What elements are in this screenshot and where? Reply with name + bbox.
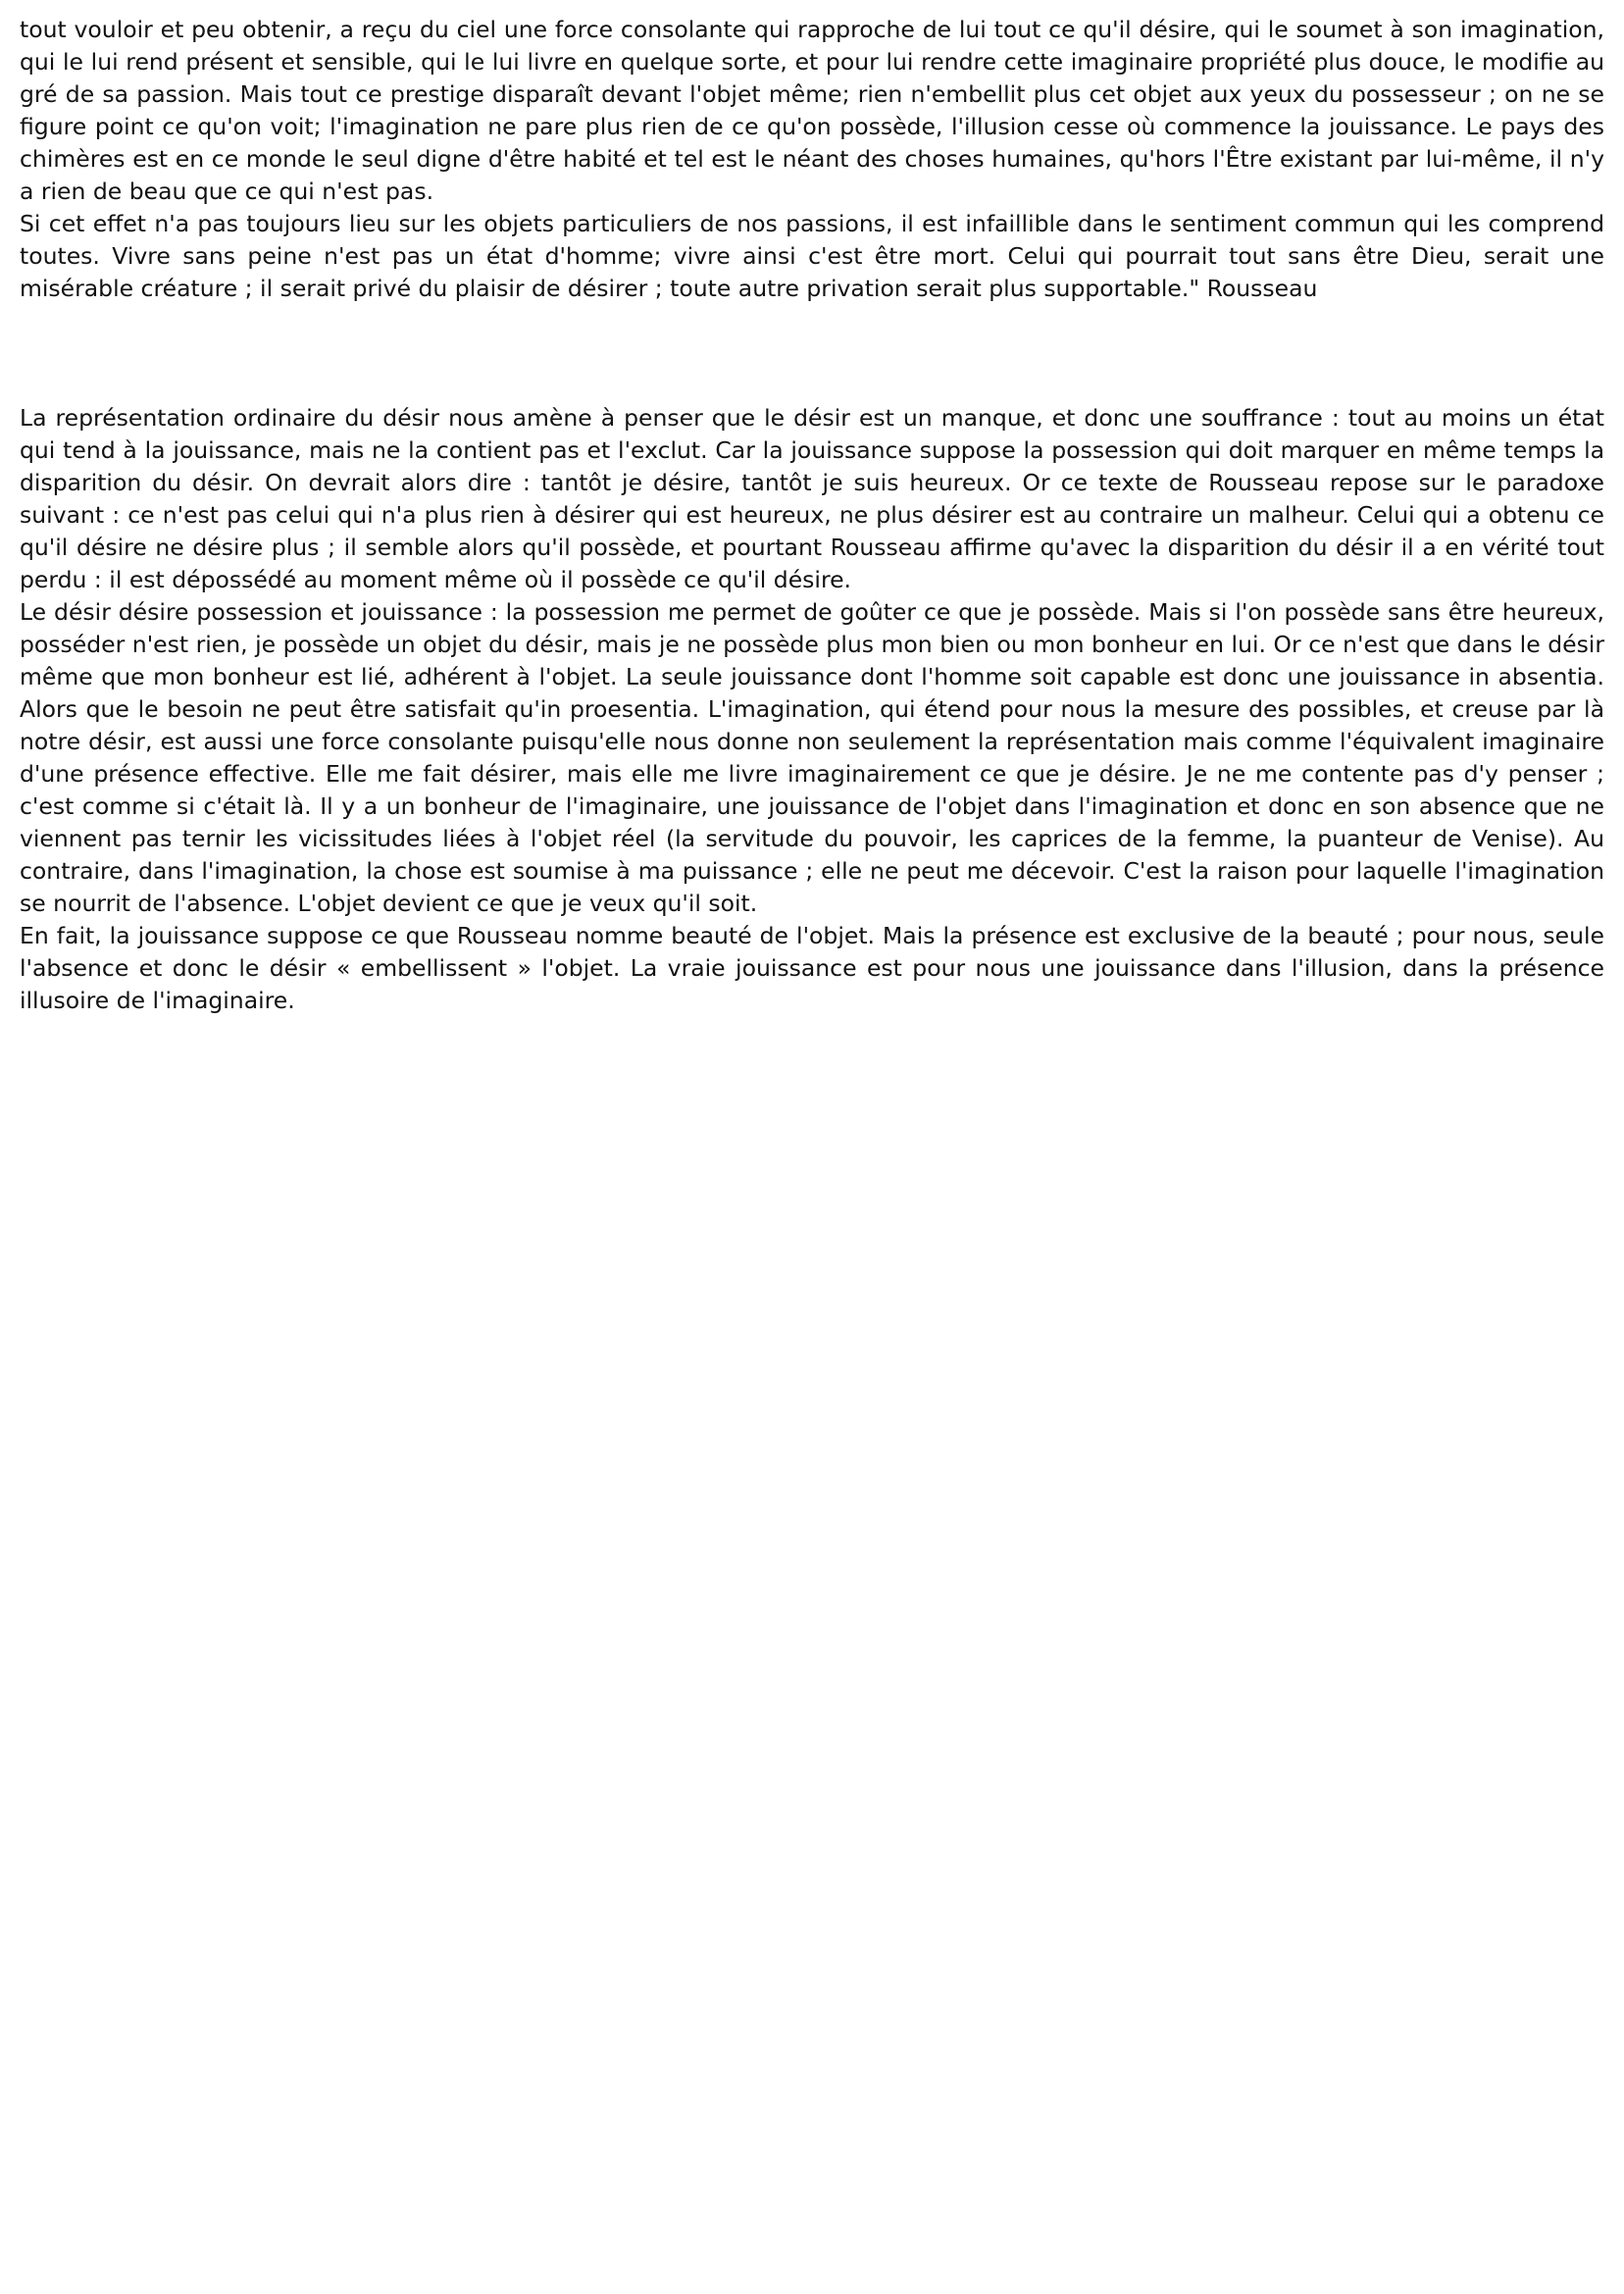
section-spacer	[20, 305, 1604, 402]
commentary-paragraph-2: Le désir désire possession et jouissance : la possession me permet de goûter ce que je possède. Mais si l'on possède sans être heureux, posséder n'est rien, je possède un objet du désir, mais je ne possède plus mon bien ou mon bonheur en lui. Or ce n'est que dans le désir même que mon bonheur est lié, adhérent à l'objet. La seule jouissance dont l'homme soit capable est donc une jouissance in absentia. Alors que le besoin ne peut être satisfait qu'in proesentia. L'imagination, qui étend pour nous la mesure des possibles, et creuse par là notre désir, est aussi une force consolante puisqu'elle nous donne non seulement la représentation mais comme l'équivalent imaginaire d'une présence effective. Elle me fait désirer, mais elle me livre imaginairement ce que je désire. Je ne me contente pas d'y penser ; c'est comme si c'était là. Il y a un bonheur de l'imaginaire, une jouissance de l'objet dans l'imagination et donc en son absence que ne viennent pas ternir les vicissitudes liées à l'objet réel (la servitude du pouvoir, les caprices de la femme, la puanteur de Venise). Au contraire, dans l'imagination, la chose est soumise à ma puissance ; elle ne peut me décevoir. C'est la raison pour laquelle l'imagination se nourrit de l'absence. L'objet devient ce que je veux qu'il soit.	[20, 598, 1604, 917]
quote-paragraph-1: tout vouloir et peu obtenir, a reçu du ciel une force consolante qui rapproche de lui tout ce qu'il désire, qui le soumet à son imagination, qui le lui rend présent et sensible, qui le lui livre en quelque sorte, et pour lui rendre cette imaginaire propriété plus douce, le modifie au gré de sa passion. Mais tout ce prestige disparaît devant l'objet même; rien n'embellit plus cet objet aux yeux du possesseur ; on ne se figure point ce qu'on voit; l'imagination ne pare plus rien de ce qu'on possède, l'illusion cesse où commence la jouissance. Le pays des chimères est en ce monde le seul digne d'être habité et tel est le néant des choses humaines, qu'hors l'Être existant par lui-même, il n'y a rien de beau que ce qui n'est pas.	[20, 16, 1604, 205]
quote-paragraph-2: Si cet effet n'a pas toujours lieu sur les objets particuliers de nos passions, il est infaillible dans le sentiment commun qui les comprend toutes. Vivre sans peine n'est pas un état d'homme; vivre ainsi c'est être mort. Celui qui pourrait tout sans être Dieu, serait une misérable créature ; il serait privé du plaisir de désirer ; toute autre privation serait plus supportable." Rousseau	[20, 210, 1604, 302]
quote-section	[20, 14, 1604, 305]
document-page	[20, 14, 1604, 1017]
commentary-paragraph-3: En fait, la jouissance suppose ce que Rousseau nomme beauté de l'objet. Mais la présence est exclusive de la beauté ; pour nous, seule l'absence et donc le désir « embellissent » l'objet. La vraie jouissance est pour nous une jouissance dans l'illusion, dans la présence illusoire de l'imaginaire.	[20, 922, 1604, 1014]
commentary-section	[20, 402, 1604, 1017]
commentary-paragraph-1: La représentation ordinaire du désir nous amène à penser que le désir est un manque, et donc une souffrance : tout au moins un état qui tend à la jouissance, mais ne la contient pas et l'exclut. Car la jouissance suppose la possession qui doit marquer en même temps la disparition du désir. On devrait alors dire : tantôt je désire, tantôt je suis heureux. Or ce texte de Rousseau repose sur le paradoxe suivant : ce n'est pas celui qui n'a plus rien à désirer qui est heureux, ne plus désirer est au contraire un malheur. Celui qui a obtenu ce qu'il désire ne désire plus ; il semble alors qu'il possède, et pourtant Rousseau affirme qu'avec la disparition du désir il a en vérité tout perdu : il est dépossédé au moment même où il possède ce qu'il désire.	[20, 404, 1604, 593]
